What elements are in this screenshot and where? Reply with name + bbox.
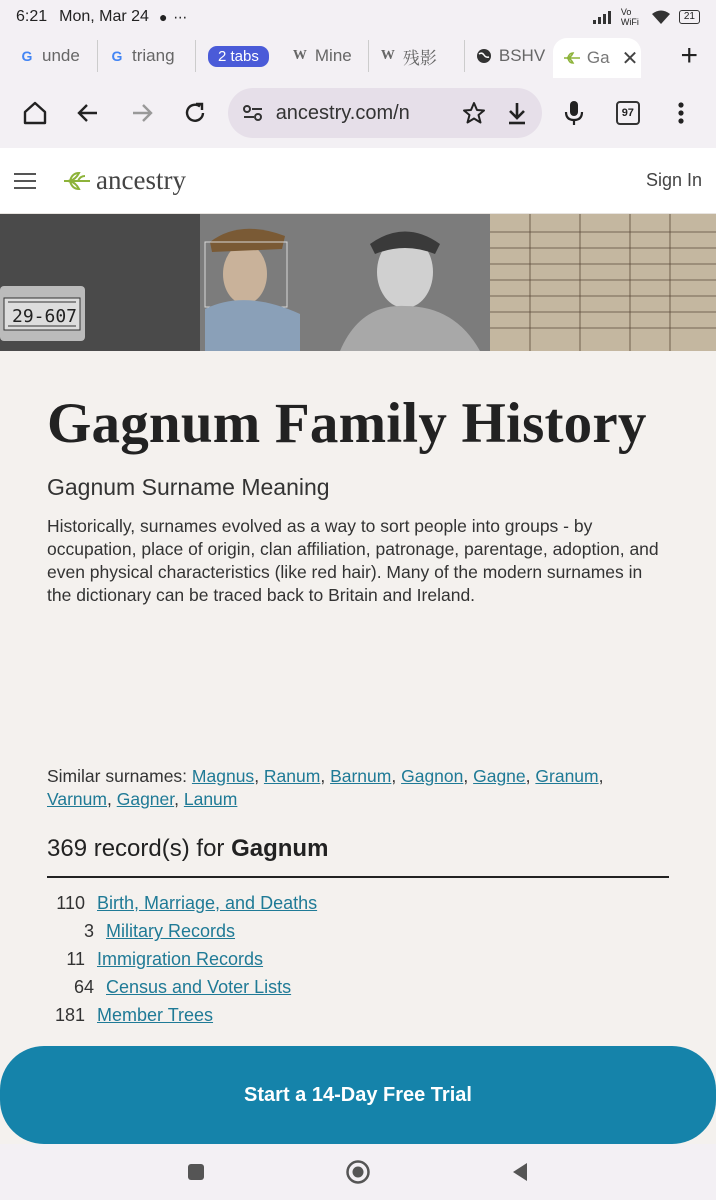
record-category-link[interactable]: Member Trees [97, 1005, 214, 1026]
menu-button[interactable] [655, 85, 708, 141]
similar-surname-link[interactable]: Magnus [191, 765, 255, 786]
address-bar[interactable] [228, 88, 542, 138]
back-nav-icon[interactable] [511, 1162, 529, 1182]
page-title: Gagnum Family History [47, 392, 647, 455]
record-category-link[interactable]: Census and Voter Lists [106, 977, 292, 998]
tab-strip [0, 34, 716, 78]
ancestry-leaf-icon [563, 49, 581, 67]
tab-label: Mine [314, 46, 352, 65]
similar-surname-link[interactable]: Gagnon [401, 765, 464, 786]
similar-surname-link[interactable]: Lanum [183, 788, 238, 809]
status-bar [0, 0, 716, 34]
similar-surname-link[interactable]: Granum [535, 765, 599, 786]
list-item [47, 918, 669, 946]
record-category-link[interactable]: Immigration Records [97, 949, 264, 970]
forward-arrow-icon [129, 100, 155, 126]
section-subtitle: Gagnum Surname Meaning [47, 473, 330, 500]
hamburger-menu-icon[interactable] [14, 173, 36, 189]
new-tab-icon[interactable]: + [680, 39, 698, 72]
wifi-icon [651, 9, 671, 25]
reload-icon [182, 100, 208, 126]
tab-bshv[interactable] [465, 40, 553, 72]
tab-label: Ga [586, 48, 610, 67]
tab-triang[interactable] [98, 40, 196, 72]
tab-label: triang [132, 46, 175, 65]
forward-button[interactable] [115, 85, 168, 141]
tab-label: BSHV [498, 46, 546, 65]
download-icon[interactable] [506, 101, 528, 125]
tab-label: unde [42, 46, 80, 65]
similar-surname-link[interactable]: Gagne [473, 765, 526, 786]
record-count: 3 [83, 921, 94, 942]
list-item [47, 890, 669, 918]
record-count: 64 [73, 977, 94, 998]
back-arrow-icon [75, 100, 101, 126]
records-heading [47, 835, 669, 878]
svg-text:29-607: 29-607 [12, 306, 78, 327]
logo-text: ancestry [96, 165, 186, 195]
browser-toolbar [0, 78, 716, 148]
similar-surnames: Similar surnames: Magnus, Ranum, Barnum, Gagnon, Gagne, Granum, Varnum, Gagner, Lanum [47, 765, 604, 809]
tab-group-chip[interactable]: 2 tabs [208, 46, 269, 67]
tab-wiki-cn[interactable] [369, 40, 465, 72]
similar-surname-link[interactable]: Barnum [330, 765, 392, 786]
records-list [47, 890, 669, 1030]
site-settings-icon[interactable] [242, 103, 264, 123]
signal-icon [593, 10, 613, 24]
google-icon: G [21, 48, 33, 64]
sign-in-link[interactable]: Sign In [645, 170, 702, 190]
back-button[interactable] [61, 85, 114, 141]
similar-surname-link[interactable]: Gagner [116, 788, 175, 809]
list-item [47, 1002, 669, 1030]
ancestry-logo[interactable] [62, 165, 186, 196]
microphone-icon [563, 99, 585, 127]
tab-switcher-button[interactable] [601, 85, 654, 141]
more-vert-icon [677, 101, 685, 125]
similar-surname-link[interactable]: Varnum [47, 788, 107, 809]
notification-icon: ● [158, 9, 168, 25]
wikipedia-icon: W [292, 48, 307, 63]
close-tab-icon[interactable]: ✕ [621, 47, 639, 70]
status-time: 6:21 [16, 8, 48, 25]
hero-banner-image [0, 214, 716, 351]
bookmark-star-icon[interactable] [462, 101, 486, 125]
similar-surname-link[interactable]: Ranum [263, 765, 321, 786]
cta-container [0, 1046, 716, 1144]
records-text: record(s) for [87, 834, 232, 862]
battery-icon: 21 [679, 10, 700, 24]
wikipedia-icon: W [380, 48, 395, 63]
list-item [47, 974, 669, 1002]
record-count: 110 [56, 893, 85, 914]
tab-label: 残影 [402, 48, 437, 68]
system-nav-bar [0, 1144, 716, 1200]
home-icon [22, 100, 48, 126]
free-trial-button[interactable]: Start a 14-Day Free Trial [0, 1046, 716, 1144]
list-item [47, 946, 669, 974]
url-text[interactable]: ancestry.com/n [275, 101, 410, 124]
reload-button[interactable] [168, 85, 221, 141]
globe-icon [475, 47, 493, 65]
vowifi-icon: Vo WiFi [620, 7, 639, 27]
home-nav-icon[interactable] [345, 1159, 371, 1185]
site-header [0, 148, 716, 214]
ancestry-leaf-icon [62, 170, 92, 192]
google-icon: G [111, 48, 123, 64]
more-notifications-icon: ⋯ [173, 8, 188, 25]
web-page [0, 148, 716, 1200]
records-surname: Gagnum [231, 834, 329, 862]
record-category-link[interactable]: Military Records [106, 921, 236, 942]
voice-search-button[interactable] [548, 85, 601, 141]
record-count: 181 [54, 1005, 85, 1026]
status-date: Mon, Mar 24 [59, 8, 149, 25]
tab-mine[interactable] [281, 40, 369, 72]
similar-surnames-label: Similar surnames: [47, 765, 188, 786]
tab-unde[interactable] [8, 40, 98, 72]
main-content [0, 351, 716, 1030]
tab-count: 97 [616, 101, 640, 125]
record-count: 11 [66, 949, 85, 970]
records-count: 369 [47, 834, 88, 862]
tab-ancestry-active[interactable] [553, 38, 641, 78]
recents-icon[interactable] [187, 1163, 205, 1181]
record-category-link[interactable]: Birth, Marriage, and Deaths [97, 893, 318, 914]
surname-description: Historically, surnames evolved as a way to sort people into groups - by occupation, place of origin, clan affiliation, patronage, parentage, adoption, and even physical characteristics (like red hair). Many of the modern surnames in the dictionary can be traced back to Britain and Ireland. [47, 515, 659, 605]
home-button[interactable] [8, 85, 61, 141]
